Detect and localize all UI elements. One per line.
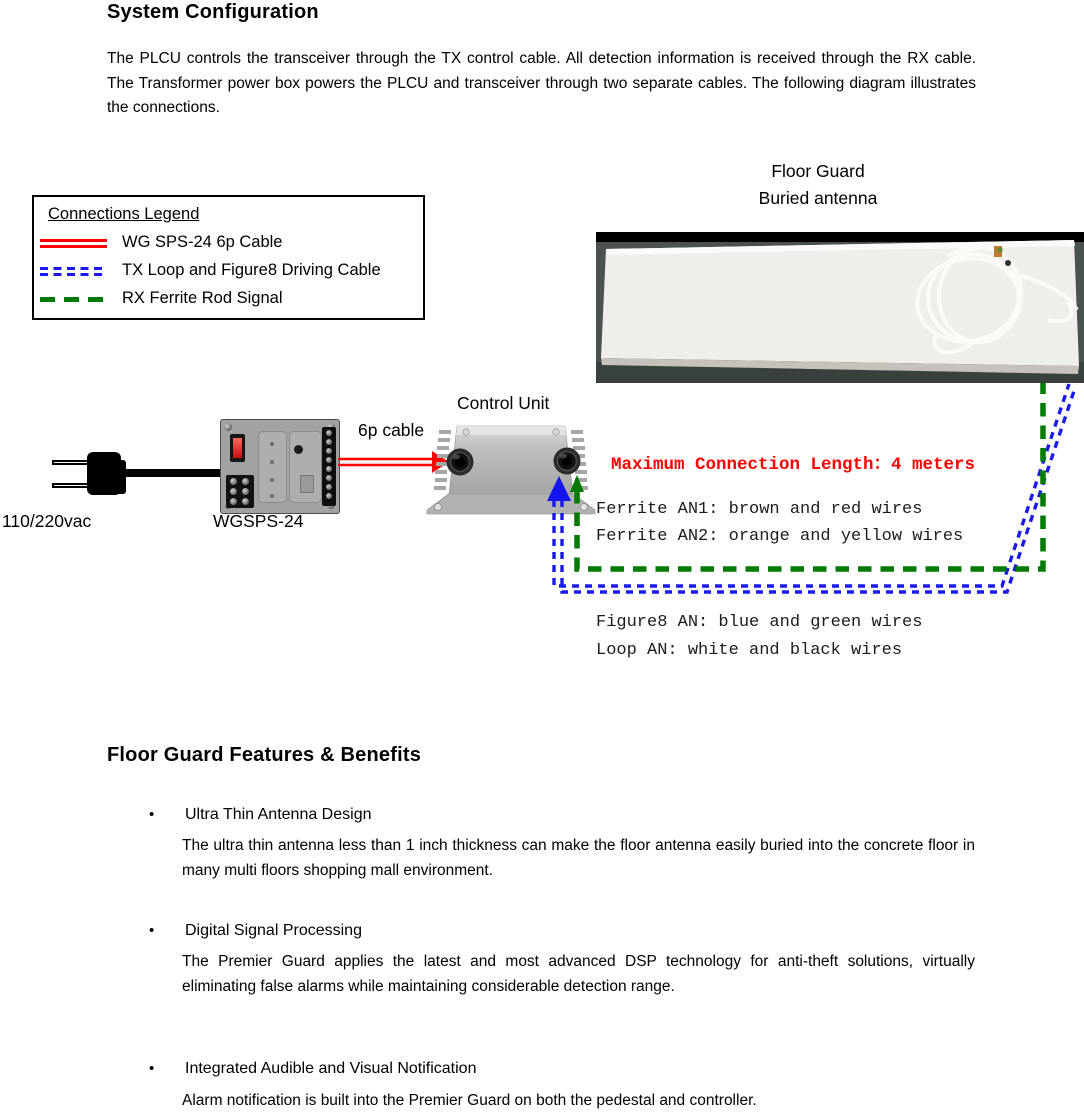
tx-loop-line	[554, 384, 1075, 592]
features-heading: Floor Guard Features & Benefits	[107, 744, 422, 766]
legend-title: Connections Legend	[48, 205, 200, 223]
power-cable	[119, 469, 222, 477]
feature-item-body-3: Alarm notification is built into the Premier Guard on both the pedestal and controller.	[182, 1092, 757, 1109]
max-length-note: Maximum Connection Length：4 meters	[611, 455, 976, 475]
feature-item-body-1: The ultra thin antenna less than 1 inch thickness can make the floor antenna easily buried into the concrete floor in many multi floors shopping mall environment.	[182, 837, 975, 879]
power-switch	[230, 434, 245, 462]
ferrite-an2-note: Ferrite AN2: orange and yellow wires	[596, 527, 964, 546]
terminal-block	[226, 475, 254, 508]
bullet-icon: •	[149, 1060, 155, 1077]
connections-legend	[32, 195, 425, 320]
red-double-line-swatch	[40, 239, 107, 251]
legend-item-rx-ferrite	[40, 291, 410, 311]
feature-item-title-2: • Digital Signal Processing	[146, 922, 362, 940]
legend-item-tx-loop	[40, 263, 410, 283]
cable-gland-left	[447, 449, 474, 476]
legend-label: WG SPS-24 6p Cable	[122, 233, 283, 251]
green-dashed-swatch	[40, 297, 107, 302]
cable-label: 6p cable	[358, 420, 425, 440]
antenna-caption-line1: Floor Guard	[771, 161, 865, 181]
loop-an-note: Loop AN: white and black wires	[596, 641, 903, 660]
antenna-caption	[700, 158, 936, 212]
control-unit-image	[425, 418, 597, 517]
figure8-an-note: Figure8 AN: blue and green wires	[596, 613, 923, 632]
feature-item-title-1: • Ultra Thin Antenna Design	[146, 806, 371, 824]
bullet-icon: •	[149, 806, 155, 823]
intro-paragraph: The PLCU controls the transceiver through the TX control cable. All detection information is received through the RX cable. The Transformer power box powers the PLCU and transceiver through two separate cables. The following diagram illustrates the connections.	[107, 50, 976, 117]
antenna-caption-line2: Buried antenna	[758, 188, 878, 208]
ferrite-an1-note: Ferrite AN1: brown and red wires	[596, 500, 923, 519]
power-supply-label: WGSPS-24	[213, 511, 304, 531]
antenna-photo	[596, 232, 1084, 383]
power-source-label: 110/220vac	[2, 511, 92, 531]
psu-hole	[294, 445, 303, 454]
terminal-strip	[322, 427, 336, 506]
bullet-icon: •	[149, 922, 155, 939]
legend-item-wg-cable	[40, 235, 410, 255]
blue-dashed-swatch	[40, 267, 107, 279]
feature-item-body-2: The Premier Guard applies the latest and most advanced DSP technology for anti-theft solutions, virtually eliminating false alarms while maintaining considerable detection range.	[182, 953, 975, 995]
page-title: System Configuration	[107, 1, 319, 23]
connection-lines	[540, 370, 1084, 602]
feature-item-title-3: • Integrated Audible and Visual Notification	[146, 1060, 476, 1078]
cable-gland-right	[554, 448, 581, 475]
legend-label: TX Loop and Figure8 Driving Cable	[122, 261, 381, 279]
legend-label: RX Ferrite Rod Signal	[122, 289, 283, 307]
power-supply-image	[220, 419, 340, 514]
control-unit-label: Control Unit	[457, 393, 550, 413]
